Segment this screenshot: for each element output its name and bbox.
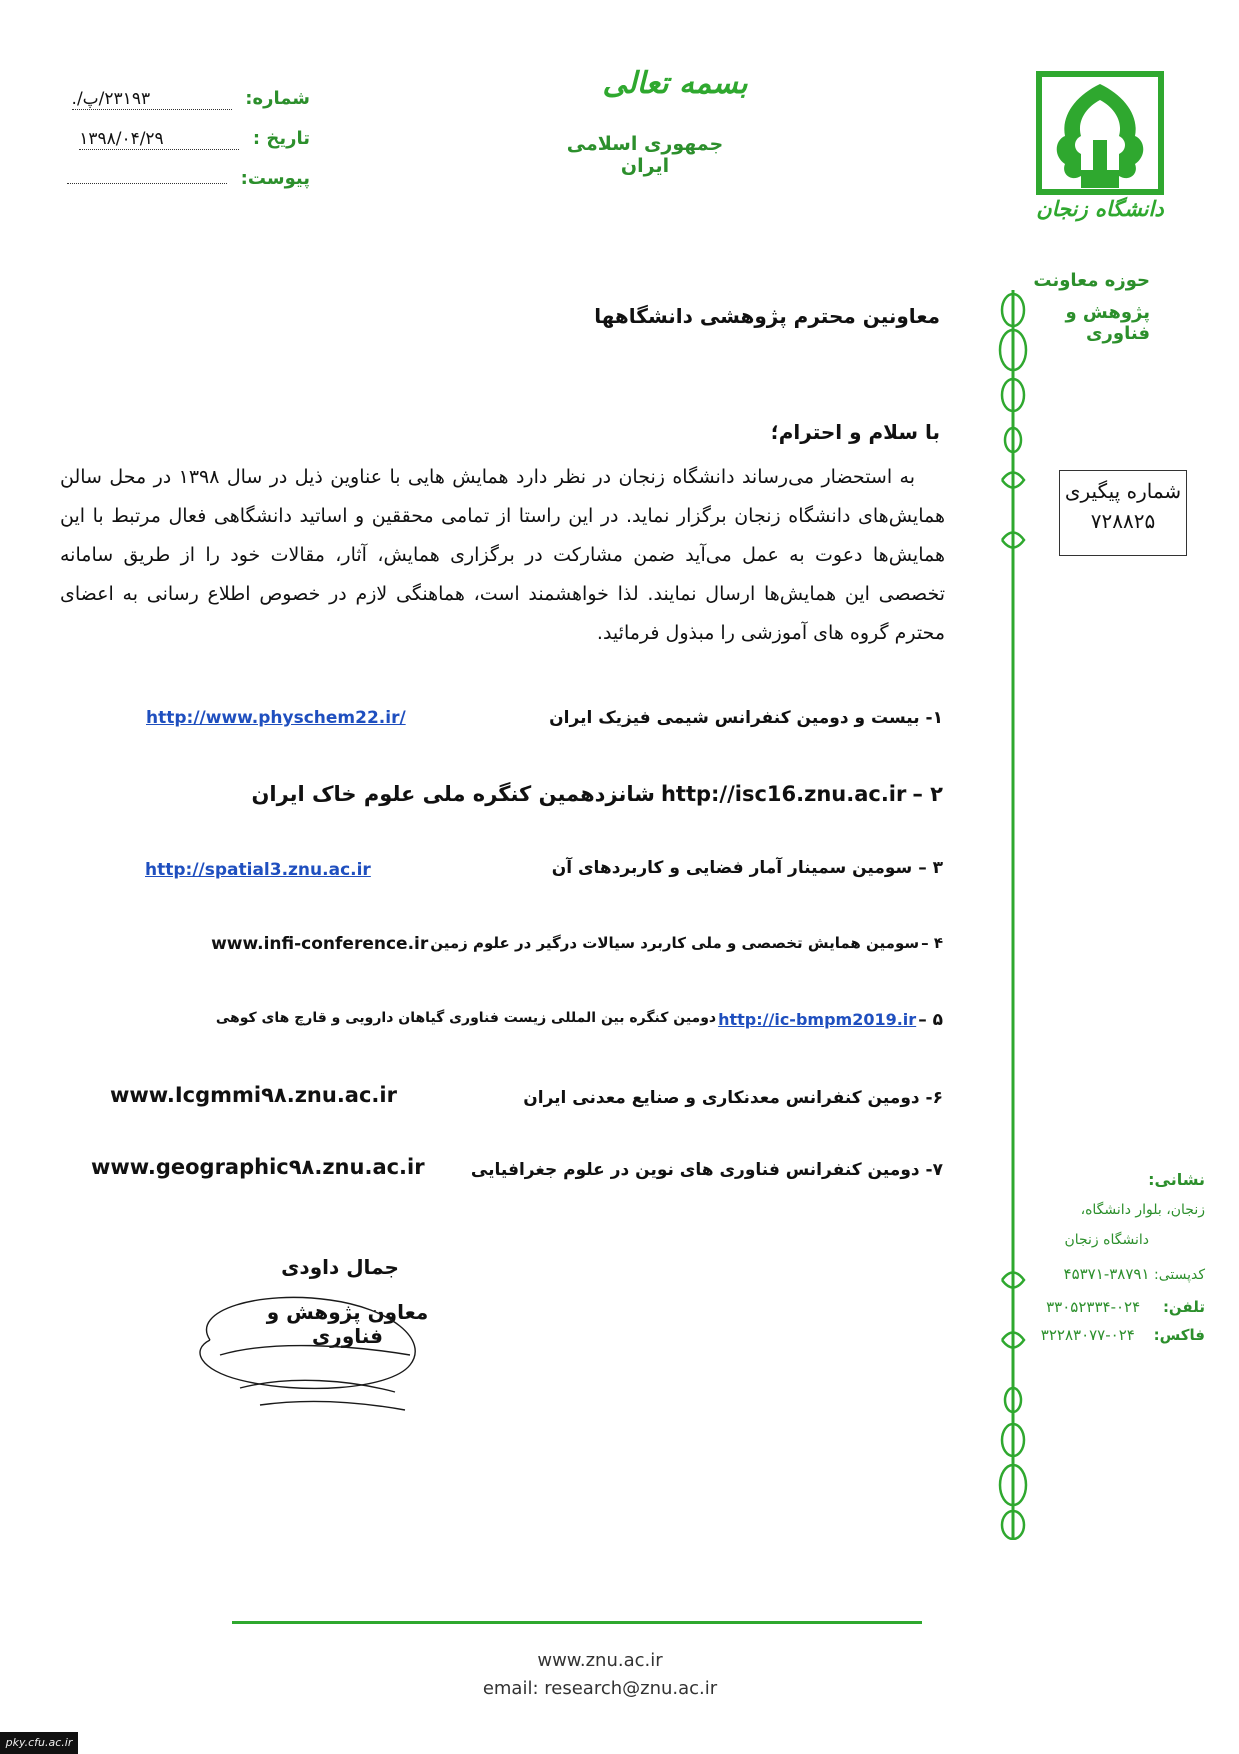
conference-item-4: [173, 934, 943, 954]
postal-code-row: [1064, 1265, 1205, 1283]
phone-row: [1046, 1298, 1205, 1316]
university-logo: [1035, 70, 1165, 230]
signature-icon: [180, 1280, 440, 1420]
attachment-label: پیوست:: [240, 168, 310, 189]
tracking-box: [1059, 470, 1187, 556]
recipient: معاونین محترم پژوهشی دانشگاهها: [594, 304, 940, 328]
conference-link[interactable]: http://ic-bmpm2019.ir: [718, 1010, 917, 1029]
republic-title: جمهوری اسلامی ایران: [566, 133, 724, 177]
conference-number: ۴ –: [921, 934, 943, 952]
postal-label: کدپستی:: [1153, 1267, 1205, 1283]
conference-link[interactable]: www.Icgmmi۹۸.znu.ac.ir: [110, 1083, 397, 1107]
conference-item-6: [503, 1088, 943, 1108]
footer-email[interactable]: email: research@znu.ac.ir: [482, 1678, 718, 1699]
signer-name: جمال داودی: [281, 1255, 399, 1279]
conference-title: دومین کنگره بین المللی زیست فناوری گیاهان دارویی و قارچ های کوهی: [215, 1010, 717, 1026]
phone-value: ۰۲۴-۳۳۰۵۲۳۳۴: [1046, 1298, 1141, 1316]
department-line2: پژوهش و فناوری: [1065, 302, 1150, 344]
conference-item-7: [463, 1160, 943, 1180]
conference-number: ۵ –: [918, 1010, 943, 1030]
fax-row: [1041, 1326, 1205, 1344]
signer-title: معاون پژوهش و فناوری: [266, 1300, 429, 1348]
basmala: بسمه تعالی: [602, 66, 748, 101]
conference-item-5: [153, 1010, 943, 1030]
fax-value: ۰۲۴-۳۲۲۸۳۰۷۷: [1040, 1326, 1135, 1344]
number-value: ۲۳۱۹۳/پ/.: [72, 89, 232, 110]
conference-title: سومین سمینار آمار فضایی و کاربردهای آن: [551, 858, 913, 878]
ornament-border-icon: [996, 290, 1030, 1540]
conference-number: ۳ –: [918, 858, 943, 878]
conference-title: سومین همایش تخصصی و ملی کاربرد سیالات درگیر در علوم زمین: [430, 934, 920, 952]
letter-date-row: [60, 128, 310, 158]
address-line2: دانشگاه زنجان: [1064, 1232, 1149, 1248]
conference-item-1: [463, 708, 943, 728]
greeting: با سلام و احترام؛: [770, 420, 940, 444]
number-label: شماره:: [245, 88, 310, 109]
tracking-label: شماره پیگیری: [1064, 479, 1182, 503]
conference-number: ۷-: [925, 1160, 943, 1180]
letter-number-row: [60, 88, 310, 118]
attachment-row: [60, 168, 310, 198]
watermark-badge: pky.cfu.ac.ir: [0, 1732, 78, 1754]
conference-title: دومین کنفرانس فناوری های نوین در علوم جغرافیایی: [470, 1160, 920, 1180]
conference-link[interactable]: www.geographic۹۸.znu.ac.ir: [91, 1155, 425, 1179]
address-label: نشانی:: [1148, 1170, 1205, 1189]
decorative-border: [996, 290, 1030, 1540]
conference-number: ۶-: [925, 1088, 943, 1108]
conference-title: شانزدهمین کنگره ملی علوم خاک ایران: [251, 782, 655, 806]
date-value: ۱۳۹۸/۰۴/۲۹: [79, 129, 239, 150]
logo-text: دانشگاه زنجان: [1036, 196, 1164, 221]
attachment-value: [67, 183, 227, 184]
conference-link[interactable]: http://isc16.znu.ac.ir: [660, 782, 907, 806]
department-line1: حوزه معاونت: [1033, 270, 1150, 291]
conference-link[interactable]: http://www.physchem22.ir/: [146, 708, 406, 728]
date-label: تاریخ :: [252, 128, 310, 149]
conference-item-3: [523, 858, 943, 878]
conference-number: ۱-: [925, 708, 943, 728]
postal-value: ۳۸۷۹۱-۴۵۳۷۱: [1063, 1265, 1150, 1283]
address-line1: زنجان، بلوار دانشگاه،: [1080, 1202, 1205, 1218]
conference-link[interactable]: http://spatial3.znu.ac.ir: [145, 860, 371, 880]
conference-item-2: [251, 782, 943, 806]
fax-label: فاکس:: [1153, 1326, 1205, 1344]
conference-title: بیست و دومین کنفرانس شیمی فیزیک ایران: [549, 708, 920, 728]
footer-divider: [232, 1621, 922, 1624]
handwritten-signature: [180, 1280, 440, 1420]
tracking-value: ۷۲۸۸۲۵: [1090, 509, 1156, 533]
conference-number: ۲ –: [912, 782, 943, 806]
conference-title: دومین کنفرانس معدنکاری و صنایع معدنی ایران: [523, 1088, 920, 1108]
conference-link[interactable]: www.infi-conference.ir: [211, 934, 429, 954]
letter-body: به استحضار می‌رساند دانشگاه زنجان در نظر دارد همایش هایی با عناوین ذیل در سال ۱۳۹۸ در محل سالن همایش‌های دانشگاه زنجان برگزار نماید. در این راستا از تمامی محققین و اساتید دانشگاهی فعال مرتبط با این همایش‌ها دعوت به عمل می‌آید ضمن مشارکت در برگزاری همایش، آثار، مقالات خود را از طریق سامانه تخصصی این همایش‌ها ارسال نمایند. لذا خواهشمند است، هماهنگی لازم در خصوص اطلاع رسانی به اعضای محترم گروه های آموزشی را مبذول فرمائید.: [60, 466, 945, 644]
phone-label: تلفن:: [1162, 1298, 1205, 1316]
footer-website[interactable]: www.znu.ac.ir: [537, 1650, 663, 1671]
